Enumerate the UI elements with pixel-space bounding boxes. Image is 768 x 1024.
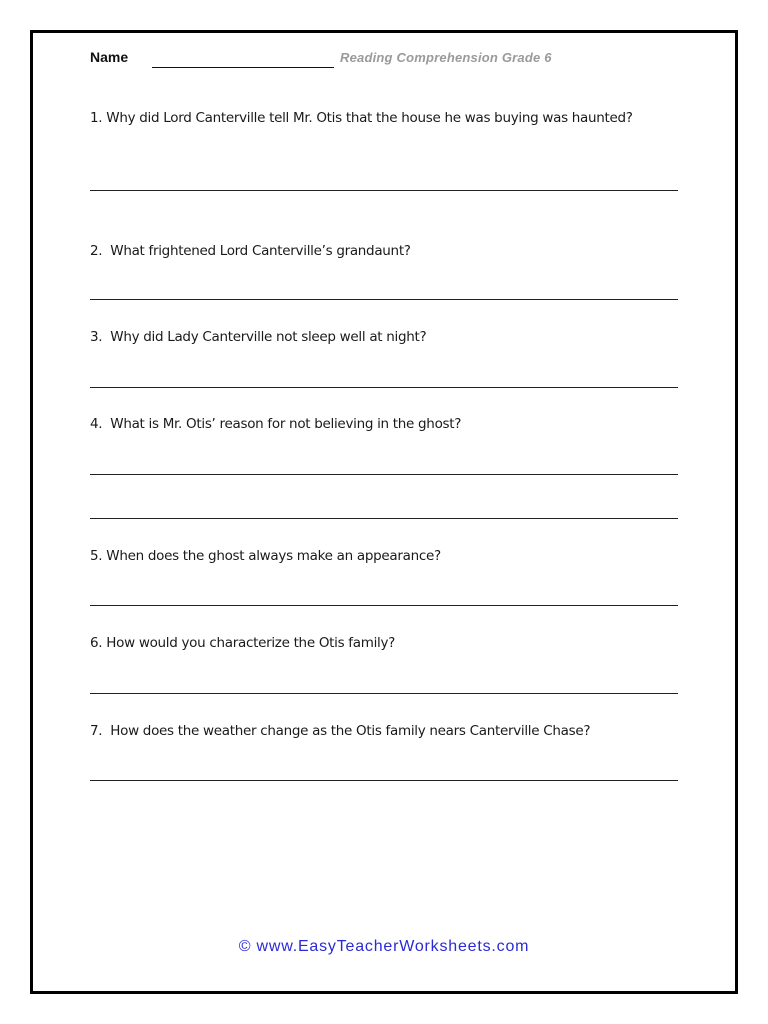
answer-line-4b[interactable] [90, 518, 678, 519]
question-number: 1. [90, 110, 103, 126]
answer-line-1[interactable] [90, 190, 678, 191]
worksheet-header [90, 48, 650, 72]
page-border [30, 30, 738, 994]
question-2 [90, 241, 680, 262]
question-4 [90, 414, 680, 435]
question-text: How would you characterize the Otis family? [106, 635, 396, 651]
name-label: Name [90, 49, 129, 65]
question-6 [90, 633, 680, 654]
question-text: Why did Lady Canterville not sleep well at night? [110, 329, 427, 345]
question-number: 6. [90, 635, 103, 651]
question-text: When does the ghost always make an appearance? [106, 548, 441, 564]
copyright-link[interactable]: © www.EasyTeacherWorksheets.com [238, 938, 530, 955]
question-text: How does the weather change as the Otis family nears Canterville Chase? [110, 723, 591, 739]
question-7 [90, 721, 680, 742]
question-1 [90, 108, 650, 129]
question-number: 3. [90, 329, 103, 345]
question-number: 5. [90, 548, 103, 564]
question-3 [90, 327, 680, 348]
answer-line-3[interactable] [90, 387, 678, 388]
name-field[interactable] [152, 67, 334, 68]
question-number: 7. [90, 723, 103, 739]
answer-line-5[interactable] [90, 605, 678, 606]
answer-line-6[interactable] [90, 693, 678, 694]
question-number: 4. [90, 416, 103, 432]
answer-line-7[interactable] [90, 780, 678, 781]
answer-line-2[interactable] [90, 299, 678, 300]
question-text: What is Mr. Otis’ reason for not believing in the ghost? [110, 416, 462, 432]
question-text: What frightened Lord Canterville’s grandaunt? [110, 243, 411, 259]
answer-line-4a[interactable] [90, 474, 678, 475]
question-5 [90, 546, 680, 567]
question-number: 2. [90, 243, 103, 259]
worksheet-subtitle: Reading Comprehension Grade 6 [340, 50, 552, 65]
question-text: Why did Lord Canterville tell Mr. Otis that the house he was buying was haunted? [106, 110, 633, 126]
